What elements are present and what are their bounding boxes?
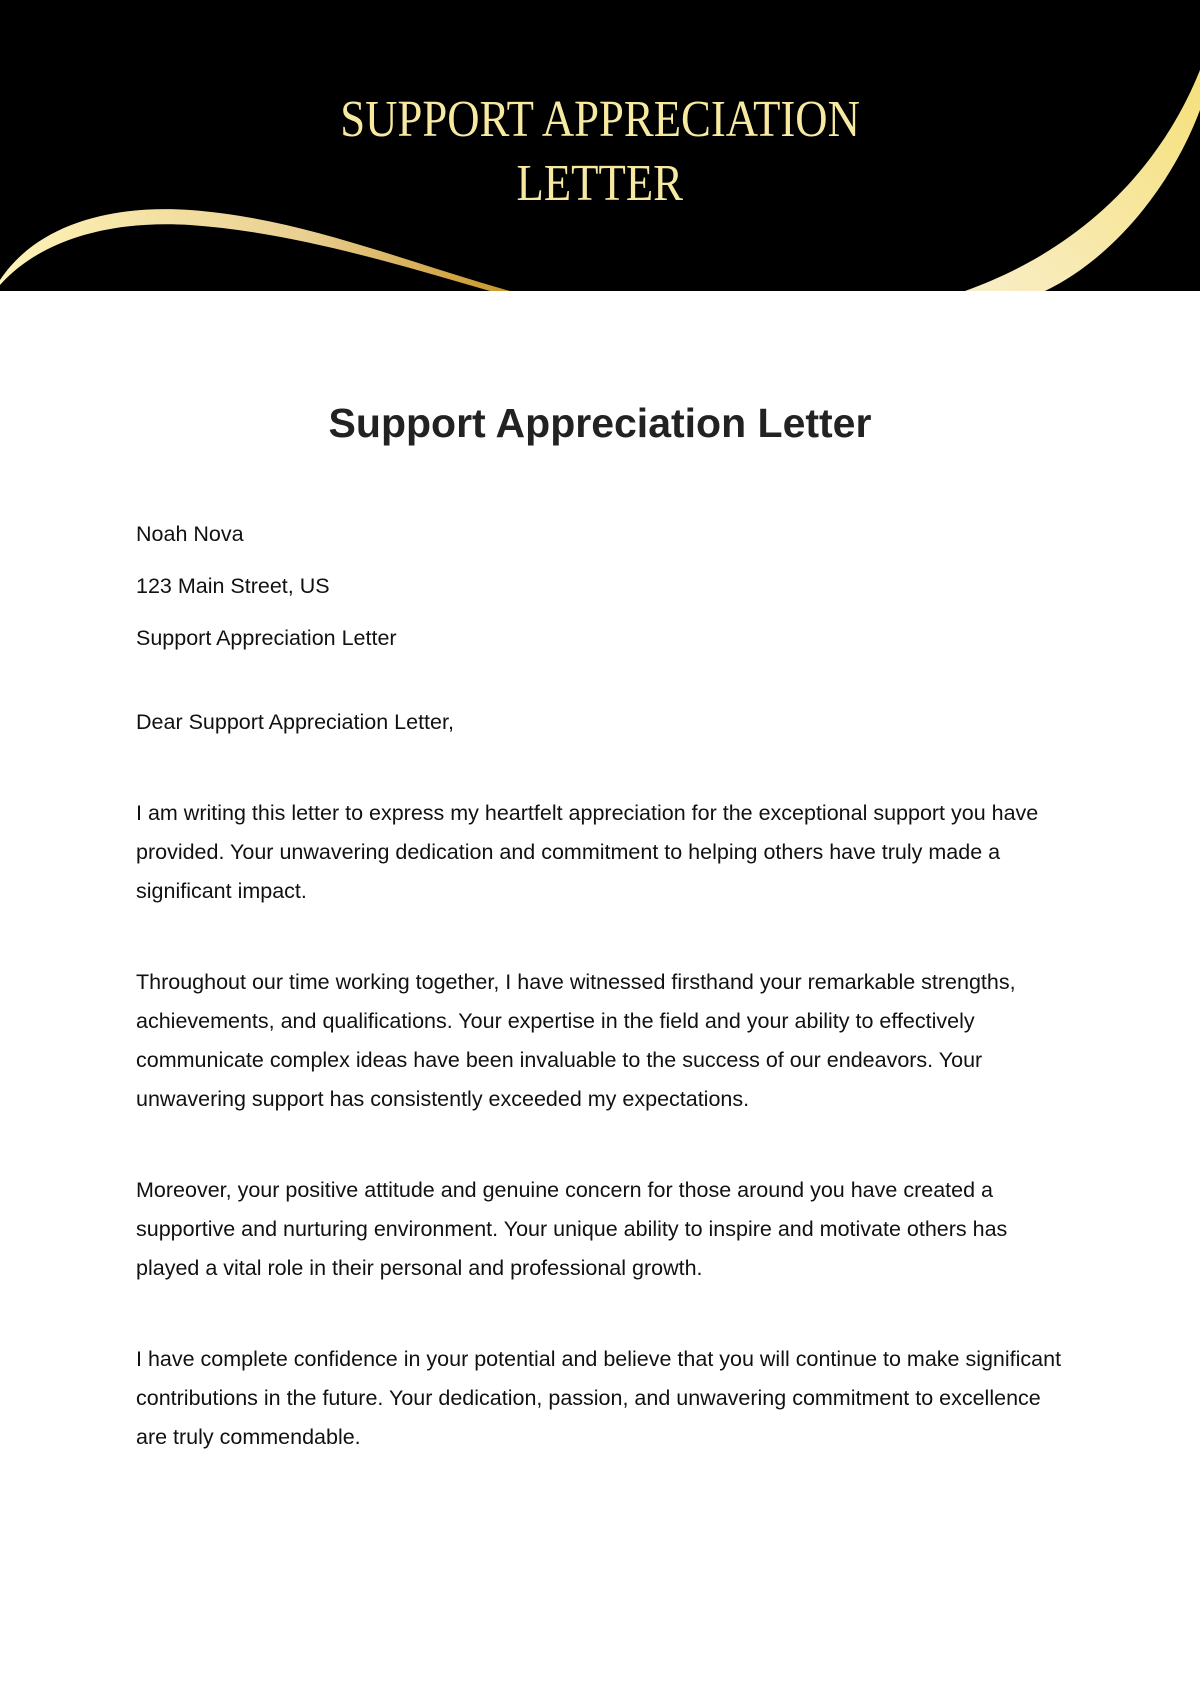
document-title: Support Appreciation Letter [328, 400, 872, 446]
banner-title-line-2: LETTER [516, 155, 684, 212]
salutation: Dear Support Appreciation Letter, [136, 710, 454, 734]
paragraph-2: Throughout our time working together, I have witnessed firsthand your remarkable strengths, achievements, and qualifications. Your expertise in the field and your ability to effectively communicate complex ideas have been invaluable to the success of our endeavors. Your unwavering support has consistently exceeded my expectations. [136, 970, 1016, 1111]
header-banner [0, 0, 1200, 291]
letter-subject: Support Appreciation Letter [136, 626, 397, 650]
sender-address: 123 Main Street, US [136, 574, 330, 598]
banner-title [0, 88, 1200, 216]
paragraph-3: Moreover, your positive attitude and genuine concern for those around you have created a supportive and nurturing environment. Your unique ability to inspire and motivate others has played a vital role in their personal and professional growth. [136, 1178, 1008, 1280]
sender-name: Noah Nova [136, 522, 244, 546]
banner-title-line-1: SUPPORT APPRECIATION [340, 91, 860, 148]
paragraph-4: I have complete confidence in your potential and believe that you will continue to make significant contributions in the future. Your dedication, passion, and unwavering commitment to excellence are truly commendable. [136, 1347, 1062, 1449]
paragraph-1: I am writing this letter to express my heartfelt appreciation for the exceptional support you have provided. Your unwavering dedication and commitment to helping others have truly made a significant impact. [136, 801, 1039, 903]
sender-block [136, 515, 1076, 658]
letter-body [136, 515, 1076, 1457]
